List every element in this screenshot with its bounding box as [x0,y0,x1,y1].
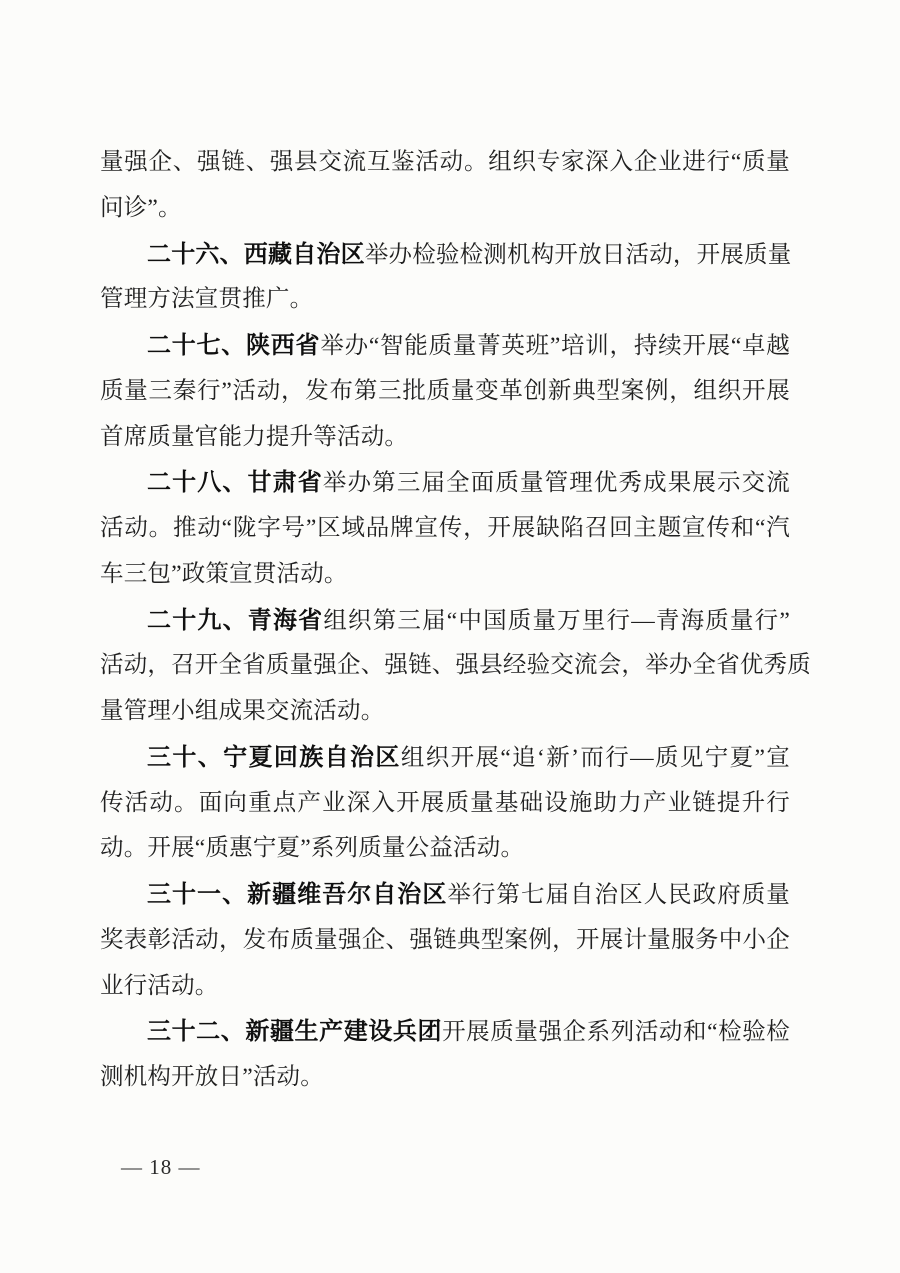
text-line: 测机构开放日”活动。 [100,1064,324,1090]
text-line: 质量三秦行”活动，发布第三批质量变革创新典型案例，组织开展 [100,377,790,404]
paragraph-lead-text: 举行第七届自治区人民政府质量 [447,882,790,908]
paragraph-item-27 [100,323,790,460]
text-line [100,232,790,278]
paragraph-lead-text: 开展质量强企系列活动和“检验检 [442,1019,790,1046]
text-line: 量管理小组成果交流活动。 [100,698,385,724]
paragraph-item-32 [100,1009,790,1101]
text-line: 问诊”。 [100,194,182,221]
page-number: — 18 — [121,1155,201,1179]
paragraph-heading: 三十一、新疆维吾尔自治区 [147,880,448,908]
paragraph-item-31 [100,872,790,1009]
text-line: 车三包”政策宣贯活动。 [100,560,348,587]
paragraph-heading: 二十七、陕西省 [147,331,321,359]
text-line [100,735,790,781]
text-line: 活动。推动“陇字号”区域品牌宣传，开展缺陷召回主题宣传和“汽 [100,515,790,541]
paragraph-item-28 [100,460,790,597]
text-line: 奖表彰活动，发布质量强企、强链典型案例，开展计量服务中小企 [100,926,790,953]
paragraph-heading: 二十九、青海省 [147,605,324,634]
paragraph-heading: 二十八、甘肃省 [147,468,323,497]
text-line: 管理方法宣贯推广。 [100,286,314,313]
text-line [100,1009,790,1055]
text-line [100,323,790,369]
text-line: 量强企、强链、强县交流互鉴活动。组织专家深入企业进行“质量 [100,149,790,175]
document-body [100,140,811,1101]
text-line: 动。开展“质惠宁夏”系列质量公益活动。 [100,835,525,862]
text-line: 业行活动。 [100,972,219,999]
paragraph-heading: 二十六、西藏自治区 [147,239,365,268]
paragraph-item-29 [100,598,811,735]
paragraph-item-30 [100,735,790,872]
text-line: 首席质量官能力提升等活动。 [100,423,409,450]
paragraph-heading: 三十、宁夏回族自治区 [147,742,401,771]
text-line [100,872,790,918]
text-line [100,598,790,644]
paragraph-lead-text: 组织第三届“中国质量万里行—青海质量行” [323,607,790,634]
text-line [100,460,790,506]
text-line: 传活动。面向重点产业深入开展质量基础设施助力产业链提升行 [100,789,790,816]
paragraph-heading: 三十二、新疆生产建设兵团 [147,1017,443,1046]
paragraph-continuation [100,140,790,232]
paragraph-item-26 [100,232,790,324]
paragraph-lead-text: 组织开展“追‘新’而行—质见宁夏”宣 [400,744,790,771]
text-line: 活动，召开全省质量强企、强链、强县经验交流会，举办全省优秀质 [100,652,811,679]
paragraph-lead-text: 举办检验检测机构开放日活动，开展质量 [364,241,792,268]
paragraph-lead-text: 举办“智能质量菁英班”培训，持续开展“卓越 [320,333,790,359]
paragraph-lead-text: 举办第三届全面质量管理优秀成果展示交流 [322,470,790,497]
